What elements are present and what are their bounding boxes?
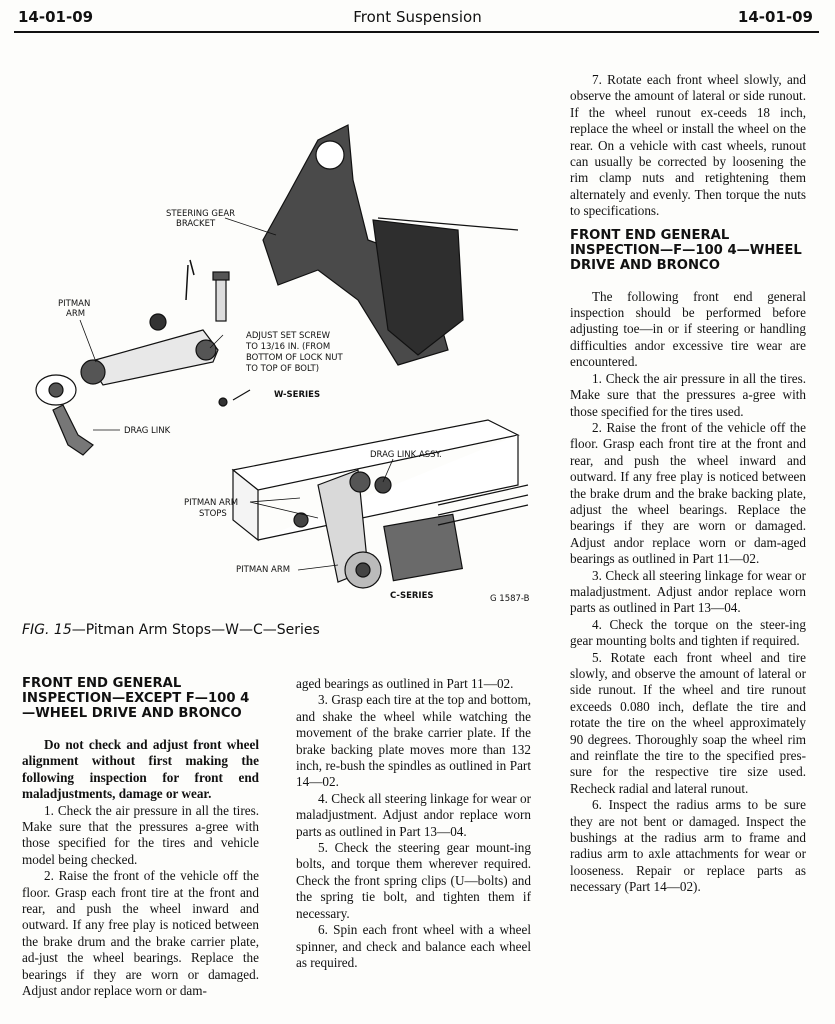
label-adjust-3: BOTTOM OF LOCK NUT [246, 353, 343, 363]
label-steering-gear-bracket-2: BRACKET [176, 219, 216, 229]
inspection-warning: Do not check and adjust front wheel alignment without first making the following inspection for front end maladjustments, damage or wear. [22, 737, 259, 802]
label-pitman-arm-stops-2: STOPS [199, 509, 227, 519]
label-w-series: W-SERIES [274, 390, 321, 400]
section-heading-f100-4wd: FRONT END GENERAL INSPECTION—F—100 4—WHEEL DRIVE AND BRONCO [570, 227, 802, 273]
f100-step-2: 2. Raise the front of the vehicle off the floor. Grasp each front tire at the front and rear, and push the wheel inward and outward. If any free play is noticed between the brake drum and the brake backing plate, adjust the wheel bearings. Replace the bearings if they are worn or damaged. Adjust andor replace worn or dam-aged bearings as outlined in Part 11—02. [570, 419, 806, 567]
step-3-grasp-tire: 3. Grasp each tire at the top and bottom, and shake the wheel while watching the movement of the brake carrier plate. If the brake backing plate moves more than 132 inch, re-bush the spindles as outlined in Part 14—02. [296, 692, 531, 790]
label-adjust-1: ADJUST SET SCREW [246, 331, 331, 341]
section-heading-except-f100: FRONT END GENERAL INSPECTION—EXCEPT F—100 4—WHEEL DRIVE AND BRONCO [22, 676, 250, 721]
pitman-arm-drawing [81, 314, 218, 385]
step-4-steering-linkage: 4. Check all steering linkage for wear or maladjustment. Adjust andor replace worn parts as outlined in Part 13—04. [296, 790, 531, 839]
step-7-rotate-wheel: 7. Rotate each front wheel slowly, and observe the amount of lateral or side runout. If the wheel runout ex-ceeds 18 inch, replace the wheel or install the wheel on the rear. On a vehicle with cast wheels, runout can usually be corrected by loosening the rim clamp nuts and retightening them alternately and evenly. Then torque the nuts to specifications. [570, 72, 806, 219]
label-c-series: C-SERIES [390, 591, 434, 601]
figure-caption [22, 622, 320, 638]
f100-step-4: 4. Check the torque on the steer-ing gear mounting bolts and tighten if required. [570, 616, 806, 649]
step-2-continued: aged bearings as outlined in Part 11—02. [296, 676, 514, 691]
label-adjust-2: TO 13/16 IN. (FROM [246, 342, 331, 352]
pitman-arm-stops-illustration [18, 100, 548, 610]
f100-step-3: 3. Check all steering linkage for wear or maladjustment. Adjust andor replace worn parts as outlined in Part 13—04. [570, 567, 806, 616]
column-1 [22, 676, 259, 1000]
step-5-steering-gear-bolts: 5. Check the steering gear mount-ing bolts, and torque them wherever required. Check the front spring clips (U—bolts) and the spring tie bolt, and tighten them if necessary. [296, 840, 531, 921]
c-series-frame-drawing [233, 420, 518, 540]
label-pitman-arm-1: PITMAN [58, 299, 91, 309]
drag-link-drawing [36, 375, 93, 455]
f100-step-6: 6. Inspect the radius arms to be sure they are not bent or damaged. Inspect the bushings at the radius arm to frame and radius arm to axle attachments for wear or looseness. Repair or replace parts as necessary (Part 14—02). [570, 797, 806, 895]
f100-step-5: 5. Rotate each front wheel and tire slowly, and observe the amount of lateral or side runout. If the wheel and tire runout exceeds 0.080 inch, deflate the tire and rotate the tire on the wheel approximately 90 degrees. Thoroughly soap the wheel rim and reinflate the tire to the specified pres-sure for the respective tire size used. Recheck radial and lateral runout. [570, 649, 806, 796]
label-drag-link: DRAG LINK [124, 426, 171, 436]
label-steering-gear-bracket-1: STEERING GEAR [166, 209, 236, 219]
step-6-spin-wheel: 6. Spin each front wheel with a wheel spinner, and check and balance each wheel as required. [296, 922, 531, 970]
cotter-pin-drawing [186, 260, 194, 300]
label-pitman-arm-stops-1: PITMAN ARM [184, 498, 239, 508]
label-drag-link-assy: DRAG LINK ASSY. [370, 450, 442, 460]
step-1-air-pressure: 1. Check the air pressure in all the tires. Make sure that the pressures a-gree with those specified for the tires and vehicle model being checked. [22, 802, 259, 867]
label-pitman-arm: PITMAN ARM [236, 565, 291, 575]
section-title: Front Suspension [353, 8, 482, 26]
label-adjust-4: TO TOP OF BOLT) [246, 364, 320, 374]
step-2-raise-vehicle: 2. Raise the front of the vehicle off the floor. Grasp each front tire at the front and rear, and push the wheel inward and outward. If any free play is noticed between the brake drum and the brake carrier plate, ad-just the wheel bearings. Replace the bearings if they are worn or damaged. Adjust andor replace worn or dam- [22, 868, 259, 999]
f100-intro: The following front end general inspection should be performed before adjusting toe—in or if steering or handling difficulties andor excessive tire wear are encountered. [570, 288, 806, 370]
header-rule [14, 31, 819, 33]
figure-code: G 1587-B [490, 594, 530, 604]
column-2 [296, 676, 531, 971]
column-3 [570, 72, 806, 896]
figure-caption-text: —Pitman Arm Stops—W—C—Series [71, 622, 320, 638]
page-number-right: 14-01-09 [737, 8, 813, 26]
figure-caption-prefix: FIG. 15 [22, 622, 72, 638]
page-number-left: 14-01-09 [18, 8, 94, 26]
label-pitman-arm-2: ARM [66, 309, 86, 319]
w-series-bracket-drawing [263, 125, 518, 365]
f100-step-1: 1. Check the air pressure in all the tires. Make sure that the pressures a-gree with those specified for the tires used. [570, 370, 806, 419]
